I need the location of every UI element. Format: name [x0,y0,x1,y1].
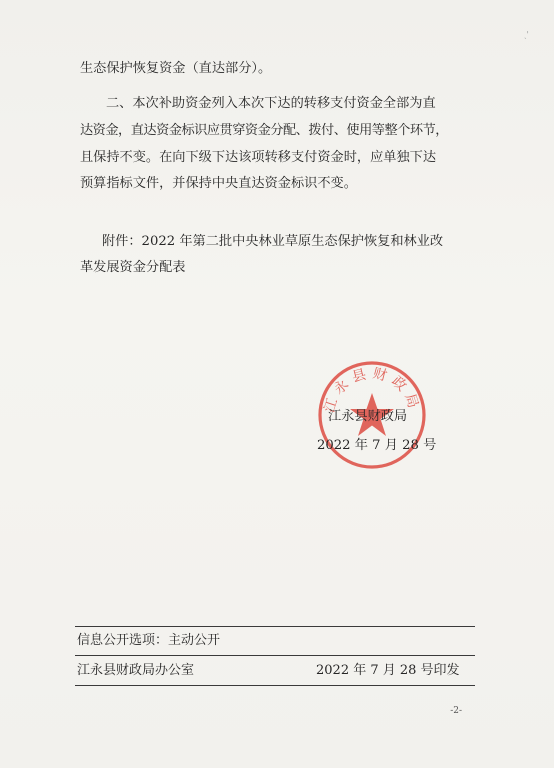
signoff-date: 2022 年 7 月 28 号 [317,438,437,453]
footer-rule [75,626,475,627]
body-line: 且保持不变。在向下级下达该项转移支付资金时，应单独下达 [80,150,437,165]
footer-rule [75,655,475,656]
body-line: 二、本次补助资金列入本次下达的转移支付资金全部为直 [106,96,436,111]
body-line: 生态保护恢复资金（直达部分）。 [80,61,272,76]
issuing-office: 江永县财政局办公室 [77,663,195,678]
signoff-organization: 江永县财政局 [328,409,408,424]
print-date: 2022 年 7 月 28 号印发 [316,663,460,678]
page-number: -2- [450,706,462,716]
attachment-line: 革发展资金分配表 [80,260,186,275]
body-line: 预算指标文件，并保持中央直达资金标识不变。 [80,176,357,191]
disclosure-option: 信息公开选项：主动公开 [77,633,221,648]
body-line: 达资金，直达资金标识应贯穿资金分配、拨付、使用等整个环节， [80,123,448,138]
attachment-line: 附件：2022 年第二批中央林业草原生态保护恢复和林业改 [102,234,444,249]
scan-mark: ˎ' [524,30,529,39]
footer-block [75,626,475,690]
seal-text: 江永县财政局 [321,365,423,415]
footer-rule [75,685,475,686]
